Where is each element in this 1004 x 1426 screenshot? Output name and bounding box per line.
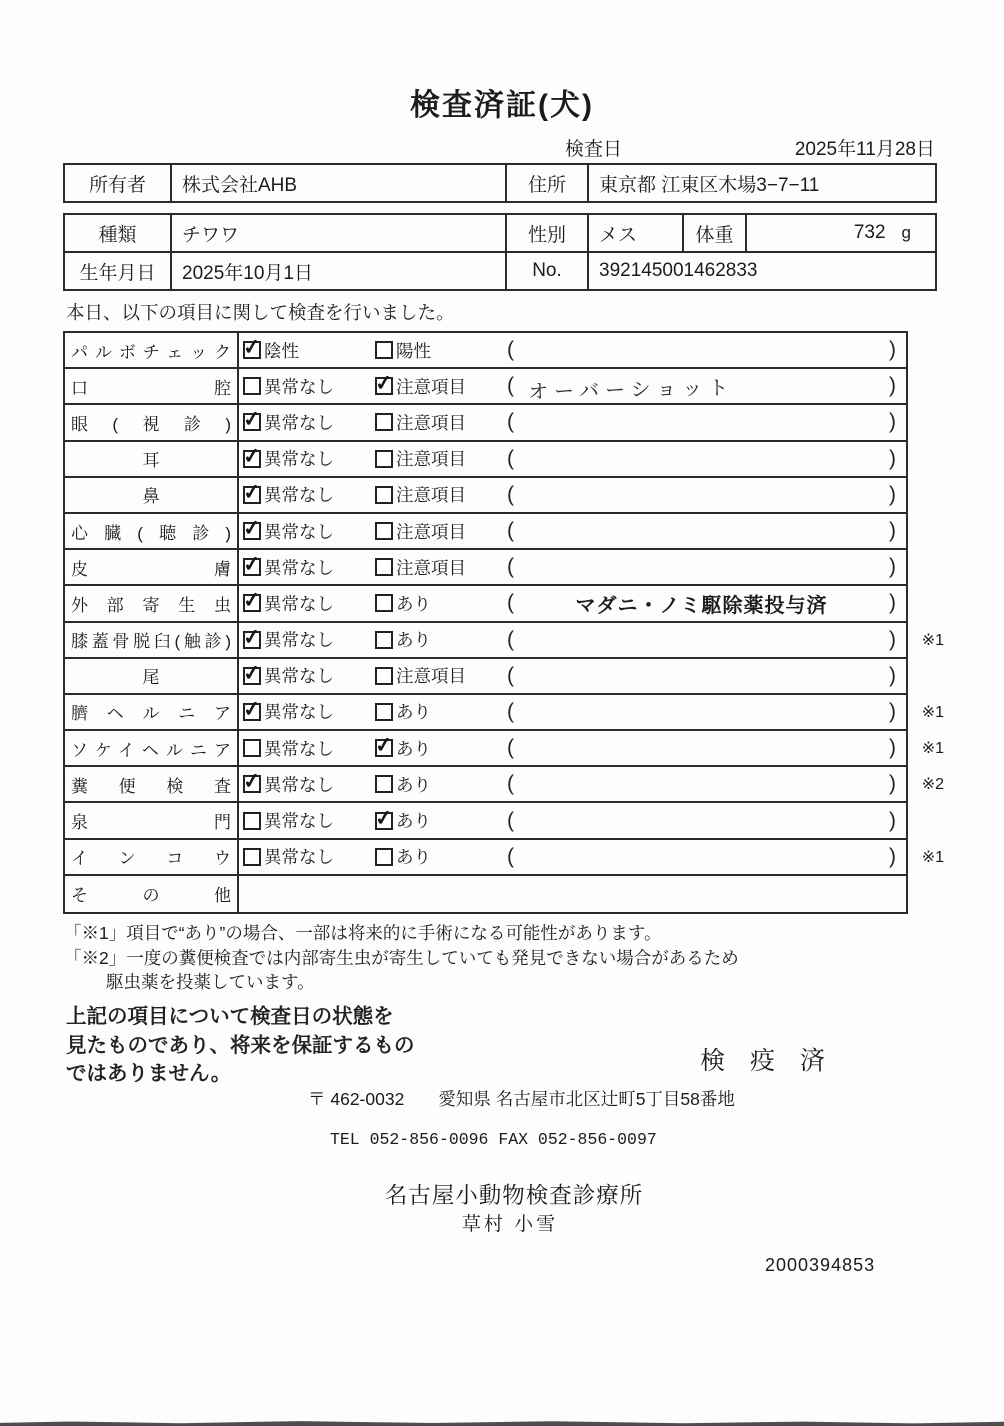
checkbox <box>375 739 393 757</box>
option <box>375 446 507 471</box>
option <box>243 374 375 399</box>
checkbox <box>243 812 261 830</box>
comment-parens <box>507 519 906 543</box>
option <box>375 808 507 833</box>
owner-value: 株式会社AHB <box>171 164 506 202</box>
open-paren-icon: ( <box>507 736 514 760</box>
close-paren-icon: ) <box>889 446 896 470</box>
footnotes <box>64 921 739 995</box>
option <box>375 772 507 797</box>
checkbox <box>243 848 261 866</box>
comment: オーバーショット <box>527 377 735 404</box>
checklist-row <box>65 586 906 622</box>
row-label: その他 <box>65 876 239 912</box>
inspection-date-row <box>565 134 935 161</box>
comment-parens <box>507 809 906 833</box>
inspection-date-label: 検査日 <box>565 139 623 160</box>
option <box>375 699 507 724</box>
row-content <box>239 514 906 548</box>
option <box>375 338 507 363</box>
address-value: 東京都 江東区木場3−7−11 <box>588 164 936 202</box>
row-label: 外部寄生虫 <box>65 586 239 620</box>
close-paren-icon: ) <box>889 808 896 832</box>
checkbox <box>243 413 261 431</box>
footnote-2-continued: 駆虫薬を投薬しています。 <box>106 972 315 992</box>
comment-parens <box>507 410 906 434</box>
option <box>243 555 375 580</box>
row-content <box>239 333 906 367</box>
option <box>243 772 375 797</box>
disclaimer <box>66 1003 415 1089</box>
no-label: No. <box>506 252 588 290</box>
option <box>243 627 375 652</box>
checkbox <box>375 450 393 468</box>
option-label: 異常なし <box>264 557 334 578</box>
weight-unit: g <box>901 223 911 242</box>
row-content <box>239 478 906 512</box>
open-paren-icon: ( <box>507 338 514 362</box>
checkbox <box>243 703 261 721</box>
option <box>243 844 375 869</box>
close-paren-icon: ) <box>889 663 896 687</box>
animal-row-2 <box>64 252 936 290</box>
option-label: 異常なし <box>264 449 334 470</box>
option <box>243 410 375 435</box>
checklist-table <box>63 331 944 914</box>
option <box>243 736 375 761</box>
note-mark: ※1 <box>921 740 944 758</box>
page-title: 検査済証(犬) <box>410 89 594 122</box>
checkbox <box>375 522 393 540</box>
owner-label: 所有者 <box>64 164 171 202</box>
disclaimer-line-1: 上記の項目について検査日の状態を <box>66 1005 394 1028</box>
close-paren-icon: ) <box>889 736 896 760</box>
intro-text: 本日、以下の項目に関して検査を行いました。 <box>66 302 455 323</box>
option <box>243 519 375 544</box>
veterinarian-name: 草村 小雪 <box>461 1214 559 1235</box>
row-content <box>239 803 906 837</box>
open-paren-icon: ( <box>507 627 514 651</box>
option-label: 異常なし <box>264 412 334 433</box>
checkbox <box>243 377 261 395</box>
checkbox <box>375 377 393 395</box>
clinic-name: 名古屋小動物検査診療所 <box>384 1183 644 1208</box>
option-label: あり <box>396 811 431 832</box>
checkbox <box>243 631 261 649</box>
open-paren-icon: ( <box>507 591 514 615</box>
address-label: 住所 <box>506 164 588 202</box>
inspection-date-value: 2025年11月28日 <box>794 139 935 160</box>
checklist-row <box>65 333 906 369</box>
option <box>243 338 375 363</box>
option-label: 異常なし <box>264 738 334 759</box>
birth-value: 2025年10月1日 <box>171 252 506 290</box>
option <box>375 482 507 507</box>
checkbox <box>243 594 261 612</box>
checkbox <box>243 775 261 793</box>
row-content <box>239 369 906 403</box>
option <box>243 446 375 471</box>
checklist-row <box>65 442 906 478</box>
no-value: 392145001462833 <box>588 252 936 290</box>
checkbox <box>375 486 393 504</box>
option-label: 異常なし <box>264 702 334 723</box>
open-paren-icon: ( <box>507 844 514 868</box>
row-label: 口腔 <box>65 369 239 403</box>
row-label: 鼻 <box>65 478 239 512</box>
row-content <box>239 550 906 584</box>
option <box>375 627 507 652</box>
option <box>375 591 507 616</box>
option-label: 異常なし <box>264 485 334 506</box>
option-label: 異常なし <box>264 376 334 397</box>
checkbox <box>375 667 393 685</box>
option-label: あり <box>396 702 431 723</box>
option-label: 注意項目 <box>396 449 466 470</box>
open-paren-icon: ( <box>507 410 514 434</box>
breed-value: チワワ <box>171 214 506 252</box>
option-label: 陽性 <box>396 340 431 361</box>
option-label: 注意項目 <box>396 485 466 506</box>
footnote-2: 「※2」一度の糞便検査では内部寄生虫が寄生していても発見できない場合があるため <box>64 947 739 968</box>
close-paren-icon: ) <box>889 338 896 362</box>
row-content <box>239 586 906 620</box>
note-mark: ※1 <box>921 848 944 866</box>
close-paren-icon: ) <box>889 699 896 723</box>
row-label: 耳 <box>65 442 239 476</box>
close-paren-icon: ) <box>889 591 896 615</box>
checklist-row <box>65 840 944 876</box>
comment-parens <box>507 589 906 618</box>
option-label: あり <box>396 593 431 614</box>
open-paren-icon: ( <box>507 663 514 687</box>
option-label: 注意項目 <box>396 557 466 578</box>
note-mark: ※2 <box>921 776 944 794</box>
checkbox <box>375 631 393 649</box>
row-content <box>239 659 906 693</box>
option <box>375 519 507 544</box>
checkbox <box>243 341 261 359</box>
sex-label: 性別 <box>506 214 588 252</box>
checkbox <box>243 450 261 468</box>
checkbox <box>243 522 261 540</box>
checklist-row <box>65 876 906 912</box>
checkbox <box>375 775 393 793</box>
sex-value: メス <box>588 214 683 252</box>
disclaimer-line-2: 見たものであり、将来を保証するもの <box>66 1033 415 1057</box>
option <box>243 699 375 724</box>
close-paren-icon: ) <box>889 772 896 796</box>
weight-label: 体重 <box>683 214 746 252</box>
option-label: 異常なし <box>264 666 334 687</box>
breed-label: 種類 <box>64 214 171 252</box>
row-label: パルボチェック <box>65 333 239 367</box>
checklist-row <box>65 405 906 441</box>
scan-edge-artifact <box>0 1419 1004 1426</box>
checkbox <box>243 739 261 757</box>
checklist-row <box>65 803 906 839</box>
option-label: あり <box>396 847 431 868</box>
clinic-tel-fax: TEL 052-856-0096 FAX 052-856-0097 <box>330 1130 657 1149</box>
checkbox <box>375 594 393 612</box>
checklist-row <box>65 659 906 695</box>
checklist-row <box>65 478 906 514</box>
checklist-row <box>65 767 944 803</box>
checkbox <box>375 812 393 830</box>
option-label: 注意項目 <box>396 376 466 397</box>
animal-table <box>63 213 937 291</box>
checkbox <box>375 848 393 866</box>
close-paren-icon: ) <box>889 844 896 868</box>
checkbox <box>243 558 261 576</box>
comment-parens <box>507 628 906 652</box>
close-paren-icon: ) <box>889 519 896 543</box>
weight-cell <box>746 214 936 252</box>
row-label: 糞便検査 <box>65 767 239 801</box>
checkbox <box>243 486 261 504</box>
option <box>375 374 507 399</box>
checklist-row <box>65 695 944 731</box>
comment-parens <box>507 700 906 724</box>
row-label: ソケイヘルニア <box>65 731 239 765</box>
open-paren-icon: ( <box>507 808 514 832</box>
row-content <box>239 623 906 657</box>
open-paren-icon: ( <box>507 772 514 796</box>
row-label: 眼(視診) <box>65 405 239 439</box>
option-label: 注意項目 <box>396 666 466 687</box>
row-label: 膝蓋骨脱臼(触診) <box>65 623 239 657</box>
quarantine-stamp: 検 疫 済 <box>700 1047 834 1075</box>
row-content <box>239 442 906 476</box>
option-label: 異常なし <box>264 847 334 868</box>
option-label: 異常なし <box>264 811 334 832</box>
clinic-postal-code: 〒 462-0032 <box>308 1089 405 1109</box>
comment-parens <box>507 372 906 404</box>
checkbox <box>375 703 393 721</box>
checklist-row <box>65 623 944 659</box>
checkbox <box>375 558 393 576</box>
checklist-row <box>65 514 906 550</box>
row-label: 泉門 <box>65 803 239 837</box>
option <box>375 555 507 580</box>
owner-row <box>64 164 936 202</box>
option-label: あり <box>396 738 431 759</box>
option-label: 注意項目 <box>396 521 466 542</box>
open-paren-icon: ( <box>507 555 514 579</box>
comment-parens <box>507 736 906 760</box>
option-label: 注意項目 <box>396 412 466 433</box>
option <box>243 663 375 688</box>
row-label: 臍ヘルニア <box>65 695 239 729</box>
comment-parens <box>507 772 906 796</box>
comment-parens <box>507 447 906 471</box>
comment-parens <box>507 664 906 688</box>
disclaimer-line-3: ではありません。 <box>66 1062 232 1085</box>
option-label: 異常なし <box>264 521 334 542</box>
open-paren-icon: ( <box>507 446 514 470</box>
option-label: 陰性 <box>264 340 299 361</box>
footnote-1: 「※1」項目で“あり”の場合、一部は将来的に手術になる可能性があります。 <box>64 923 662 943</box>
open-paren-icon: ( <box>507 374 514 398</box>
row-label: 皮膚 <box>65 550 239 584</box>
option <box>243 808 375 833</box>
animal-row-1 <box>64 214 936 252</box>
close-paren-icon: ) <box>889 627 896 651</box>
checkbox <box>375 413 393 431</box>
option <box>375 410 507 435</box>
row-content <box>239 876 906 912</box>
option <box>243 591 375 616</box>
row-content <box>239 840 906 874</box>
checklist-row <box>65 731 944 767</box>
option <box>243 482 375 507</box>
row-label: 尾 <box>65 659 239 693</box>
clinic-address-line <box>308 1086 735 1111</box>
option <box>375 844 507 869</box>
open-paren-icon: ( <box>507 519 514 543</box>
option-label: あり <box>396 774 431 795</box>
row-content <box>239 405 906 439</box>
close-paren-icon: ) <box>889 374 896 398</box>
option-label: 異常なし <box>264 774 334 795</box>
comment: マダニ・ノミ駆除薬投与済 <box>575 594 828 617</box>
option <box>375 663 507 688</box>
close-paren-icon: ) <box>889 410 896 434</box>
comment-parens <box>507 555 906 579</box>
close-paren-icon: ) <box>889 555 896 579</box>
birth-label: 生年月日 <box>64 252 171 290</box>
open-paren-icon: ( <box>507 482 514 506</box>
checklist-row <box>65 550 906 586</box>
weight-value: 732 <box>853 222 886 243</box>
comment-parens <box>507 483 906 507</box>
checklist-row <box>65 369 906 405</box>
row-label: インコウ <box>65 840 239 874</box>
row-label: 心臓(聴診) <box>65 514 239 548</box>
comment-parens <box>507 845 906 869</box>
owner-table <box>63 163 937 203</box>
option-label: 異常なし <box>264 593 334 614</box>
note-mark: ※1 <box>921 703 944 721</box>
checkbox <box>375 341 393 359</box>
option <box>375 736 507 761</box>
open-paren-icon: ( <box>507 699 514 723</box>
option-label: 異常なし <box>264 630 334 651</box>
row-content <box>239 767 906 801</box>
note-mark: ※1 <box>921 631 944 649</box>
serial-number: 2000394853 <box>765 1255 876 1275</box>
row-content <box>239 731 906 765</box>
clinic-address: 愛知県 名古屋市北区辻町5丁目58番地 <box>438 1089 735 1109</box>
row-content <box>239 695 906 729</box>
close-paren-icon: ) <box>889 482 896 506</box>
checkbox <box>243 667 261 685</box>
option-label: あり <box>396 630 431 651</box>
comment-parens <box>507 338 906 362</box>
